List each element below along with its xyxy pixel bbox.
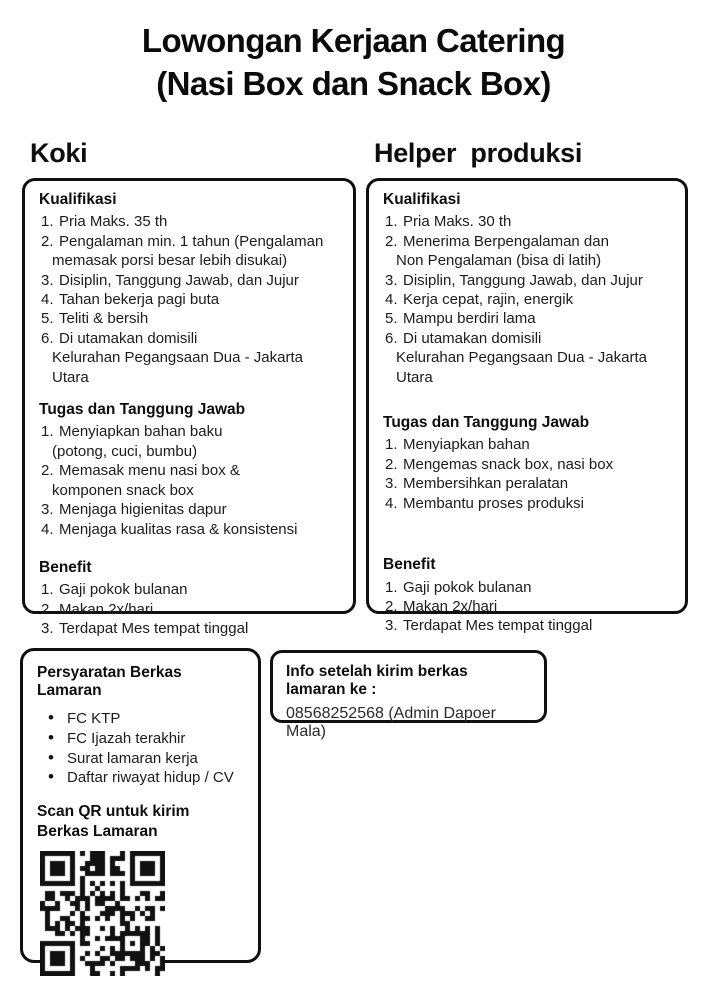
- list-item: [37, 232, 341, 271]
- list-item: [381, 309, 673, 328]
- poster-title-line1: Lowongan Kerjaan Catering: [141, 22, 566, 59]
- list-item: [37, 461, 341, 500]
- list-item: [37, 422, 341, 461]
- poster-title: [0, 19, 707, 105]
- requirement-item: • FC KTP: [48, 709, 244, 729]
- item-text: Pria Maks. 35 th: [59, 213, 168, 231]
- list-item: [381, 597, 673, 616]
- section-tugas-dan-tanggung-jawab: [381, 413, 673, 513]
- item-number: 3.: [41, 620, 54, 638]
- section-title: Benefit: [39, 558, 92, 576]
- section-title: Benefit: [383, 556, 436, 574]
- item-number: 4.: [385, 494, 398, 512]
- list-item: [37, 580, 341, 599]
- poster-title-line2: (Nasi Box dan Snack Box): [156, 65, 551, 102]
- item-text: Menyiapkan bahan: [403, 436, 530, 454]
- item-number: 2.: [385, 597, 398, 615]
- item-number: 1.: [385, 213, 398, 231]
- list-item: [37, 500, 341, 519]
- item-number: 3.: [41, 501, 54, 519]
- section-kualifikasi: [37, 190, 341, 387]
- helper-details-box: [366, 178, 688, 635]
- koki-details-box: [22, 178, 356, 638]
- item-number: 1.: [385, 578, 398, 596]
- item-number: 4.: [41, 520, 54, 538]
- section-benefit: [37, 558, 341, 639]
- item-text: Mampu berdiri lama: [403, 310, 536, 328]
- list-item: [381, 578, 673, 597]
- column-heading-helper: Helper produksi: [374, 138, 583, 168]
- list-item: [37, 600, 341, 619]
- item-number: 2.: [41, 600, 54, 618]
- section-tugas-dan-tanggung-jawab: [37, 400, 341, 539]
- item-number: 3.: [385, 271, 398, 289]
- item-number: 5.: [41, 310, 54, 328]
- item-text: Disiplin, Tanggung Jawab, dan Jujur: [403, 271, 643, 289]
- section-kualifikasi: [381, 190, 673, 387]
- list-item: [37, 271, 341, 290]
- section-title: Kualifikasi: [39, 191, 117, 208]
- qr-label-line2: Berkas Lamaran: [37, 823, 158, 841]
- list-item: [381, 616, 673, 635]
- list-item: [37, 290, 341, 309]
- item-text: Menjaga higienitas dapur: [59, 501, 227, 519]
- list-item: [37, 619, 341, 638]
- item-text: Tahan bekerja pagi buta: [59, 291, 220, 309]
- item-text: Pria Maks. 30 th: [403, 213, 512, 231]
- requirements-title: Persyaratan Berkas Lamaran: [37, 664, 182, 699]
- list-item: [381, 474, 673, 493]
- item-text: Gaji pokok bulanan: [59, 581, 188, 599]
- item-number: 2.: [41, 462, 54, 480]
- list-item: [37, 329, 341, 387]
- item-number: 1.: [41, 423, 54, 441]
- list-item: [381, 455, 673, 474]
- item-text: Teliti & bersih: [59, 310, 149, 328]
- item-number: 6.: [41, 329, 54, 347]
- list-item: [381, 290, 673, 309]
- qr-code-icon: [40, 851, 165, 976]
- item-text: Pengalaman min. 1 tahun (Pengalaman memasak porsi besar lebih disukai): [52, 232, 324, 270]
- section-benefit: [381, 555, 673, 636]
- item-number: 4.: [385, 291, 398, 309]
- item-text: Membersihkan peralatan: [403, 475, 569, 493]
- item-text: Makan 2x/hari: [403, 597, 498, 615]
- item-number: 2.: [385, 232, 398, 250]
- requirements-list: [37, 709, 244, 788]
- item-text: Mengemas snack box, nasi box: [403, 455, 614, 473]
- item-text: Membantu proses produksi: [403, 494, 584, 512]
- item-text: Makan 2x/hari: [59, 600, 154, 618]
- item-number: 3.: [385, 617, 398, 635]
- item-number: 6.: [385, 329, 398, 347]
- item-number: 2.: [385, 455, 398, 473]
- list-item: [381, 435, 673, 454]
- qr-label-line1: Scan QR untuk kirim: [37, 803, 190, 821]
- item-text: Menjaga kualitas rasa & konsistensi: [59, 520, 298, 538]
- item-number: 4.: [41, 291, 54, 309]
- section-title: Kualifikasi: [383, 191, 461, 208]
- list-item: [37, 212, 341, 231]
- section-title: Tugas dan Tanggung Jawab: [39, 401, 246, 419]
- item-number: 1.: [385, 436, 398, 454]
- item-number: 1.: [41, 213, 54, 231]
- info-box-title: Info setelah kirim berkas lamaran ke :: [286, 663, 468, 698]
- qr-label: [37, 802, 244, 842]
- item-number: 3.: [41, 271, 54, 289]
- item-number: 3.: [385, 475, 398, 493]
- info-box-phone: 08568252568 (Admin Dapoer Mala): [286, 705, 496, 740]
- item-text: Terdapat Mes tempat tinggal: [403, 617, 593, 635]
- item-number: 5.: [385, 310, 398, 328]
- list-item: [381, 329, 673, 387]
- item-text: Kerja cepat, rajin, energik: [403, 291, 574, 309]
- list-item: [37, 309, 341, 328]
- section-title: Tugas dan Tanggung Jawab: [383, 414, 590, 432]
- item-text: Di utamakan domisili Kelurahan Pegangsaan Dua - Jakarta Utara: [52, 329, 304, 386]
- list-item: [381, 232, 673, 271]
- requirement-item: • FC Ijazah terakhir: [48, 729, 244, 749]
- item-text: Disiplin, Tanggung Jawab, dan Jujur: [59, 271, 299, 289]
- info-box: [270, 650, 547, 740]
- list-item: [381, 494, 673, 513]
- item-text: Terdapat Mes tempat tinggal: [59, 620, 249, 638]
- item-number: 2.: [41, 232, 54, 250]
- requirement-item: • Surat lamaran kerja: [48, 749, 244, 769]
- item-text: Menyiapkan bahan baku (potong, cuci, bumbu): [52, 423, 223, 460]
- requirement-item: • Daftar riwayat hidup / CV: [48, 768, 244, 788]
- item-text: Menerima Berpengalaman dan Non Pengalaman (bisa di latih): [396, 232, 609, 270]
- requirements-box: [20, 648, 261, 963]
- list-item: [381, 212, 673, 231]
- item-text: Gaji pokok bulanan: [403, 578, 532, 596]
- list-item: [381, 271, 673, 290]
- item-text: Di utamakan domisili Kelurahan Pegangsaan Dua - Jakarta Utara: [396, 329, 648, 386]
- column-heading-koki: Koki: [30, 138, 88, 168]
- item-text: Memasak menu nasi box & komponen snack box: [52, 462, 240, 499]
- item-number: 1.: [41, 581, 54, 599]
- list-item: [37, 520, 341, 539]
